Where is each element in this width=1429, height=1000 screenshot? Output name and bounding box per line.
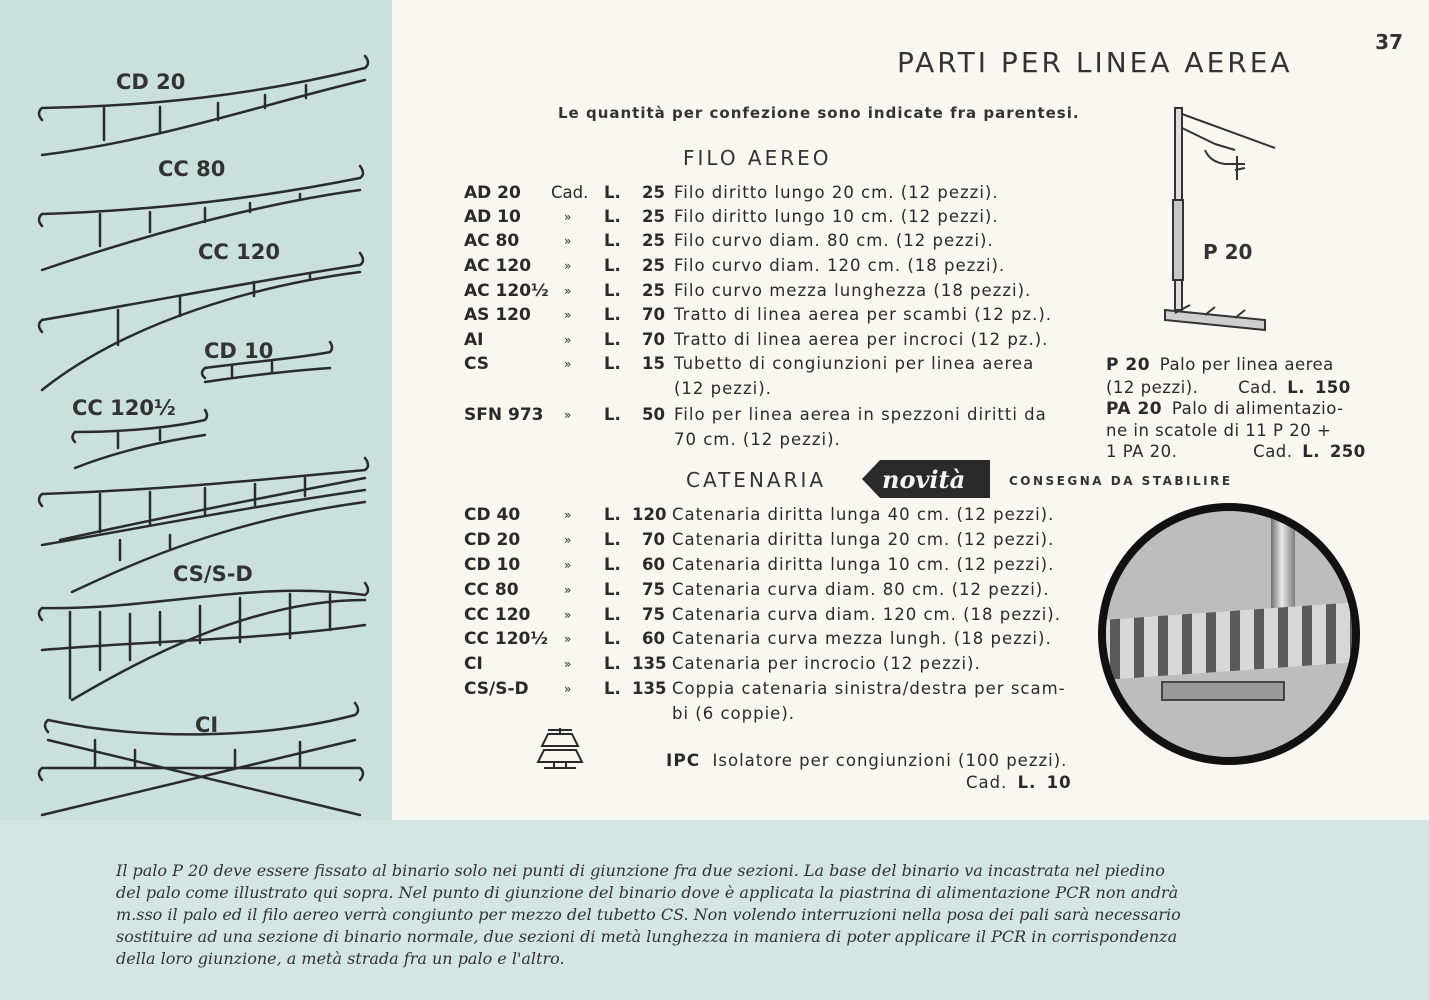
photo-inner — [1106, 511, 1352, 757]
p20-line1: P 20 Palo per linea aerea — [1106, 355, 1334, 375]
pole-base — [1161, 681, 1285, 701]
pole-drawing — [1155, 100, 1295, 340]
pa20-line2: ne in scatole di 11 P 20 + — [1106, 421, 1332, 440]
label-cd20: CD 20 — [116, 70, 186, 94]
label-cc120half: CC 120½ — [72, 396, 176, 420]
sfn-continuation: 70 cm. (12 pezzi). — [674, 430, 841, 449]
pole-figure-label: P 20 — [1203, 240, 1253, 264]
label-ci: CI — [195, 713, 219, 737]
pa20-line3: 1 PA 20. Cad. L. 250 — [1106, 442, 1366, 461]
footnote: Il palo P 20 deve essere fissato al binario solo nei punti di giunzione fra due sezioni. La base del binario va incastrata nel piedino del palo come illustrato qui sopra. Nel punto di giunzione del binario dove è applicata la piastrina di alimentazione PCR non andrà m.sso il palo ed il filo aereo verrà congiunto per mezzo del tubetto CS. Non volendo interruzioni nella posa dei pali sarà necessario sostituire ad una sezione di binario normale, due sezioni di metà lunghezza in maniera di poter applicare il PCR in corrispondenza della loro giunzione, a metà strada fra un palo e l'altro. — [116, 861, 1181, 968]
diagram-panel — [0, 0, 392, 820]
filo-heading: FILO AEREO — [683, 146, 832, 170]
delivery-note: CONSEGNA DA STABILIRE — [1009, 474, 1233, 488]
label-cc120: CC 120 — [198, 240, 280, 264]
pa20-line1: PA 20 Palo di alimentazio- — [1106, 399, 1344, 419]
novita-badge: novità — [862, 460, 990, 498]
label-cd10: CD 10 — [204, 339, 274, 363]
catenaria-heading: CATENARIA — [686, 468, 827, 492]
page-number: 37 — [1375, 30, 1403, 54]
page-subtitle: Le quantità per confezione sono indicate fra parentesi. — [558, 104, 1080, 122]
cs-continuation: (12 pezzi). — [674, 379, 772, 398]
cd20-drawing — [39, 56, 368, 155]
csd-continuation: bi (6 coppie). — [672, 704, 796, 723]
catenary-diagrams — [0, 0, 392, 820]
track-section — [1106, 602, 1352, 681]
ipc-price: Cad. L. 10 — [966, 773, 1072, 792]
product-photo — [1098, 503, 1360, 765]
label-cssd: CS/S-D — [173, 562, 253, 586]
insulator-icon — [534, 728, 586, 776]
ipc-row — [666, 751, 1067, 771]
label-cc80: CC 80 — [158, 157, 226, 181]
cssd-lower-drawing — [39, 583, 368, 700]
p20-line2: (12 pezzi). Cad. L. 150 — [1106, 378, 1351, 397]
ipc-desc: Isolatore per congiunzioni (100 pezzi). — [712, 751, 1068, 770]
ipc-code: IPC — [666, 751, 701, 771]
page-title: PARTI PER LINEA AEREA — [897, 46, 1293, 79]
